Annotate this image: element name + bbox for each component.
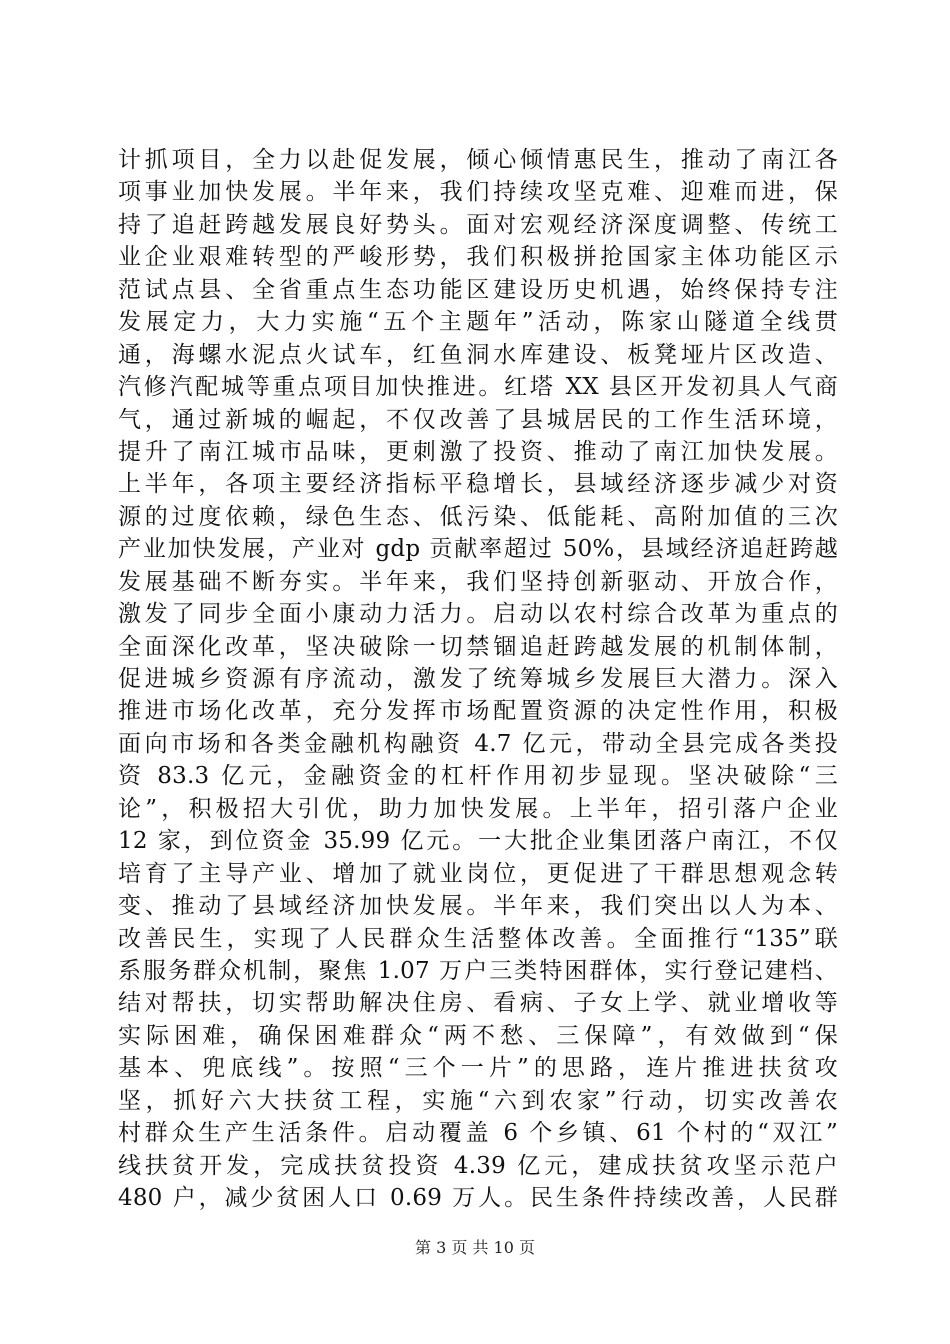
text-line: 范试点县、全省重点生态功能区建设历史机遇，始终保持专注 (118, 276, 838, 303)
text-line: 汽修汽配城等重点项目加快推进。红塔 XX 县区开发初具人气商 (118, 374, 838, 401)
text-line: 推进市场化改革，充分发挥市场配置资源的决定性作用，积极 (118, 698, 838, 725)
text-line: 通，海螺水泥点火试车，红鱼洞水库建设、板凳垭片区改造、 (118, 341, 838, 368)
text-line: 论”，积极招大引优，助力加快发展。上半年，招引落户企业 (118, 795, 838, 822)
text-line: 村群众生产生活条件。启动覆盖 6 个乡镇、61 个村的“双江” (118, 1120, 838, 1147)
text-line: 坚，抓好六大扶贫工程，实施“六到农家”行动，切实改善农 (118, 1087, 838, 1114)
text-line: 改善民生，实现了人民群众生活整体改善。全面推行“135”联 (118, 925, 838, 952)
page-number-footer: 第 3 页 共 10 页 (415, 1238, 535, 1257)
text-line: 资 83.3 亿元，金融资金的杠杆作用初步显现。坚决破除“三 (118, 763, 838, 790)
body-text (118, 144, 838, 1214)
text-line: 持了追赶跨越发展良好势头。面对宏观经济深度调整、传统工 (118, 211, 838, 238)
text-line: 基本、兜底线”。按照“三个一片”的思路，连片推进扶贫攻 (118, 1055, 838, 1082)
text-line: 12 家，到位资金 35.99 亿元。一大批企业集团落户南江，不仅 (118, 828, 838, 855)
text-line: 促进城乡资源有序流动，激发了统筹城乡发展巨大潜力。深入 (118, 666, 838, 692)
text-line: 实际困难，确保困难群众“两不愁、三保障”，有效做到“保 (118, 1022, 838, 1049)
text-line: 发展基础不断夯实。半年来，我们坚持创新驱动、开放合作， (118, 568, 838, 595)
text-line: 结对帮扶，切实帮助解决住房、看病、子女上学、就业增收等 (118, 990, 838, 1017)
text-line: 激发了同步全面小康动力活力。启动以农村综合改革为重点的 (118, 601, 838, 628)
text-line: 业企业艰难转型的严峻形势，我们积极拼抢国家主体功能区示 (118, 244, 838, 271)
text-line: 源的过度依赖，绿色生态、低污染、低能耗、高附加值的三次 (118, 503, 838, 530)
text-line: 产业加快发展，产业对 gdp 贡献率超过 50%，县域经济追赶跨越 (118, 536, 838, 563)
text-line: 系服务群众机制，聚焦 1.07 万户三类特困群体，实行登记建档、 (118, 957, 838, 984)
text-line: 面向市场和各类金融机构融资 4.7 亿元，带动全县完成各类投 (118, 730, 838, 757)
text-line: 上半年，各项主要经济指标平稳增长，县域经济逐步减少对资 (118, 471, 838, 498)
text-line: 项事业加快发展。半年来，我们持续攻坚克难、迎难而进，保 (118, 179, 838, 206)
text-line: 发展定力，大力实施“五个主题年”活动，陈家山隧道全线贯 (118, 309, 838, 336)
text-line: 培育了主导产业、增加了就业岗位，更促进了干群思想观念转 (118, 860, 838, 887)
text-line: 全面深化改革，坚决破除一切禁锢追赶跨越发展的机制体制， (118, 633, 838, 660)
text-line: 提升了南江城市品味，更刺激了投资、推动了南江加快发展。 (118, 438, 838, 465)
text-line: 计抓项目，全力以赴促发展，倾心倾情惠民生，推动了南江各 (118, 147, 838, 173)
text-line: 480 户，减少贫困人口 0.69 万人。民生条件持续改善，人民群 (118, 1185, 838, 1211)
text-line: 线扶贫开发，完成扶贫投资 4.39 亿元，建成扶贫攻坚示范户 (118, 1152, 838, 1179)
text-line: 变、推动了县域经济加快发展。半年来，我们突出以人为本、 (118, 893, 838, 920)
text-line: 气，通过新城的崛起，不仅改善了县城居民的工作生活环境， (118, 406, 838, 433)
